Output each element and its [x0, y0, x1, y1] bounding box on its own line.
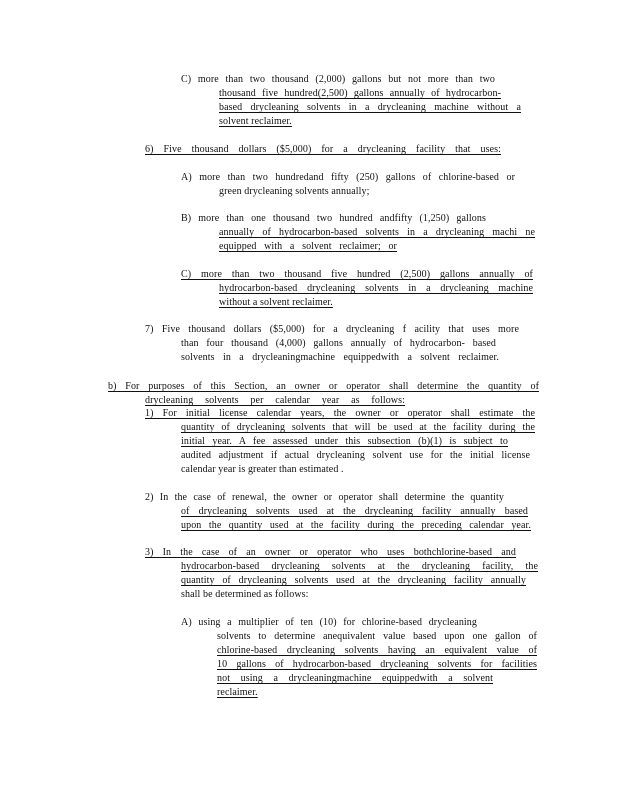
section-7-line-3: solvents in a drycleaningmachine equippedwith a solvent reclaimer.: [181, 352, 499, 363]
item-b2-line-2: of drycleaning solvents used at the drycleaning facility annually based: [181, 506, 528, 517]
item-b3-line-1: 3) In the case of an owner or operator who uses bothchlorine-based and: [145, 547, 516, 558]
item-b3-line-4: shall be determined as follows:: [181, 589, 309, 600]
item-b3a-line-4: 10 gallons of hydrocarbon-based drycleaning solvents for facilities: [217, 659, 537, 670]
item-b3a-line-5: not using a drycleaningmachine equippedwith a solvent: [217, 673, 493, 684]
item-b1-line-3: initial year. A fee assessed under this subsection (b)(1) is subject to: [181, 436, 508, 447]
item-6c-line-3: without a solvent reclaimer.: [219, 297, 333, 308]
item-b2-line-3: upon the quantity used at the facility during the preceding calendar year.: [181, 520, 531, 531]
section-6-heading: 6) Five thousand dollars ($5,000) for a drycleaning facility that uses:: [145, 144, 501, 155]
item-b3-line-3: quantity of drycleaning solvents used at the drycleaning facility annually: [181, 575, 526, 586]
subsection-b-line-1: b) For purposes of this Section, an owner or operator shall determine the quantity of: [108, 381, 539, 392]
item-6a-line-2: green drycleaning solvents annually;: [219, 186, 370, 197]
item-c-line-3: based drycleaning solvents in a drycleaning machine without a: [219, 102, 521, 113]
item-c-line-4: solvent reclaimer.: [219, 116, 292, 127]
item-c-line-1: C) more than two thousand (2,000) gallons but not more than two: [181, 74, 495, 85]
subsection-b-line-2: drycleaning solvents per calendar year as follows:: [145, 395, 405, 406]
item-c-line-2: thousand five hundred(2,500) gallons annually of hydrocarbon-: [219, 88, 501, 99]
item-6b-line-2: annually of hydrocarbon-based solvents in a drycleaning machi ne: [219, 227, 535, 238]
item-6b-line-3: equipped with a solvent reclaimer; or: [219, 241, 397, 252]
item-b3a-line-1: A) using a multiplier of ten (10) for chlorine-based drycleaning: [181, 617, 477, 628]
item-6a-line-1: A) more than two hundredand fifty (250) gallons of chlorine-based or: [181, 172, 515, 183]
item-b3a-line-3: chlorine-based drycleaning solvents having an equivalent value of: [217, 645, 537, 656]
item-6b-line-1: B) more than one thousand two hundred andfifty (1,250) gallons: [181, 213, 486, 224]
item-6c-line-2: hydrocarbon-based drycleaning solvents in a drycleaning machine: [219, 283, 533, 294]
section-7-line-2: than four thousand (4,000) gallons annually of hydrocarbon- based: [181, 338, 496, 349]
item-b1-line-5: calendar year is greater than estimated .: [181, 464, 344, 475]
item-b1-line-4: audited adjustment if actual drycleaning solvent use for the initial license: [181, 450, 530, 461]
item-b3a-line-2: solvents to determine anequivalent value based upon one gallon of: [217, 631, 537, 642]
item-b1-line-1: 1) For initial license calendar years, the owner or operator shall estimate the: [145, 408, 535, 419]
section-7-line-1: 7) Five thousand dollars ($5,000) for a drycleaning f acility that uses more: [145, 324, 519, 335]
item-b1-line-2: quantity of drycleaning solvents that will be used at the facility during the: [181, 422, 535, 433]
item-6c-line-1: C) more than two thousand five hundred (2,500) gallons annually of: [181, 269, 533, 280]
item-b3-line-2: hydrocarbon-based drycleaning solvents at the drycleaning facility, the: [181, 561, 538, 572]
item-b2-line-1: 2) In the case of renewal, the owner or operator shall determine the quantity: [145, 492, 504, 503]
item-b3a-line-6: reclaimer.: [217, 687, 258, 698]
